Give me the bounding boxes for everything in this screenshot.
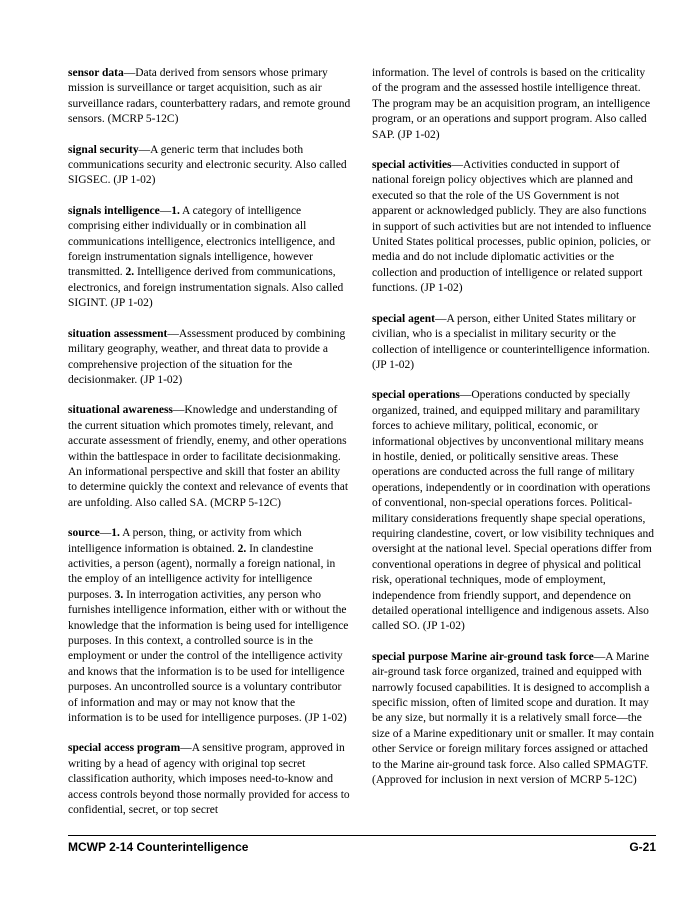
entry-definition: —A person, either United States military or civilian, who is a specialist in military security or the collection of intelligence or counterintelligence information. (JP 1-02) (372, 312, 650, 371)
glossary-entry (68, 143, 351, 189)
entry-term: situational awareness (68, 404, 173, 417)
entry-definition: Intelligence derived from communications, electronics, and foreign instrumentation signals. Also called SIGINT. (JP 1-02) (68, 266, 344, 310)
right-column (372, 66, 655, 803)
glossary-entry (68, 66, 351, 128)
entry-term: signal security (68, 143, 139, 156)
entry-definition: In interrogation activities, any person who furnishes intelligence information, either with or without the knowledge that the information is being used for intelligence purposes. In this context, a controlled source is in the employment or under the control of the intelligence activity and knows that the information is to be used for intelligence purposes. An uncontrolled source is a voluntary contributor of information and may or may not know that the information is to be used for intelligence purposes. (JP 1-02) (68, 588, 349, 725)
glossary-entry (68, 204, 351, 312)
entry-definition: —Knowledge and understanding of the current situation which promotes timely, relevant, and accurate assessment of friendly, enemy, and other operations within the battlespace in order to facilitate decisionmaking. An informational perspective and skill that foster an ability to determine quickly the context and relevance of events that are unfolding. Also called SA. (MCRP 5-12C) (68, 404, 349, 509)
entry-term: special access program (68, 742, 181, 755)
left-column (68, 66, 351, 833)
entry-definition: — (159, 204, 172, 217)
entry-term: special operations (372, 389, 460, 402)
entry-term: source (68, 527, 100, 540)
footer-page-number: G-21 (629, 840, 656, 854)
glossary-entry (68, 403, 351, 511)
entry-definition: In clandestine activities, a person (agent), normally a foreign national, in the employ of an intelligence activity for intelligence purposes. (68, 542, 336, 601)
entry-term: signals intelligence (68, 204, 160, 217)
glossary-entry (372, 66, 655, 143)
entry-definition: A category of intelligence comprising either individually or in combination all communications intelligence, electronics intelligence, and foreign instrumentation signals intelligence, however transmitted. (68, 204, 335, 279)
entry-definition: —Assessment produced by combining military geography, weather, and threat data to provide a comprehensive projection of the situation for the decisionmaker. (JP 1-02) (68, 327, 346, 386)
definition-number: 2. (237, 542, 247, 555)
glossary-entry (68, 526, 351, 726)
footer-publication-title: MCWP 2-14 Counterintelligence (68, 840, 249, 854)
definition-number: 1. (111, 527, 120, 540)
entry-term: special activities (372, 159, 452, 172)
entry-definition: —A generic term that includes both communications security and electronic security. Also called SIGSEC. (JP 1-02) (68, 143, 347, 187)
entry-term: situation assessment (68, 327, 168, 340)
definition-number: 2. (125, 266, 135, 279)
entry-definition: A person, thing, or activity from which intelligence information is obtained. (68, 527, 302, 555)
entry-definition: —Operations conducted by specially organized, trained, and equipped military and paramilitary forces to achieve military, political, economic, or informational objectives by unconventional military means in hostile, denied, or politically sensitive areas. These operations are conducted across the full range of military operations, independently or in coordination with operations of conventional, non-special operations forces. Political-military considerations frequently shape special operations, requiring clandestine, covert, or low visibility techniques and oversight at the national level. Special operations differ from conventional operations in degree of physical and political risk, operational techniques, mode of employment, independence from friendly support, and dependence on detailed operational intelligence and indigenous assets. Also called SO. (JP 1-02) (372, 389, 654, 633)
entry-term: sensor data (68, 67, 124, 79)
glossary-entry (372, 158, 655, 297)
glossary-entry (372, 312, 655, 374)
entry-definition: —Data derived from sensors whose primary mission is surveillance or target acquisition, such as air surveillance radars, counterbattery radars, and remote ground sensors. (MCRP 5-12C) (68, 67, 351, 126)
entry-definition: —Activities conducted in support of national foreign policy objectives which are planned and executed so that the role of the US Government is not apparent or acknowledged publicly. They are also functions in support of such activities but are not intended to influence United States political processes, public opinion, policies, or media and do not include diplomatic activities or the collection and production of intelligence or related support functions. (JP 1-02) (372, 159, 652, 295)
entry-term: special purpose Marine air-ground task force (372, 650, 594, 663)
entry-definition: —A Marine air-ground task force organized, trained and equipped with narrowly focused capabilities. It is designed to accomplish a specific mission, often of limited scope and duration. It may be any size, but normally it is a relatively small force—the size of a Marine expeditionary unit or smaller. It may contain other Service or foreign military forces assigned or attached to the Marine air-ground task force. Also called SPMAGTF. (Approved for inclusion in next version of MCRP 5-12C) (372, 650, 654, 787)
definition-number: 1. (171, 204, 180, 217)
entry-definition: —A sensitive program, approved in writing by a head of agency with original top secret classification authority, which imposes need-to-know and access controls beyond those normally provided for access to confidential, secret, or top secret (68, 742, 350, 817)
entry-definition: — (99, 527, 112, 540)
entry-definition: information. The level of controls is based on the criticality of the program and the assessed hostile intelligence threat. The program may be an acquisition program, an intelligence program, or an operations and support program. Also called SAP. (JP 1-02) (372, 67, 651, 141)
glossary-entry (68, 741, 351, 818)
glossary-entry (372, 650, 655, 789)
footer-rule (68, 835, 656, 836)
entry-term: special agent (372, 312, 435, 325)
definition-number: 3. (114, 588, 124, 601)
glossary-entry (68, 327, 351, 389)
glossary-entry (372, 388, 655, 635)
